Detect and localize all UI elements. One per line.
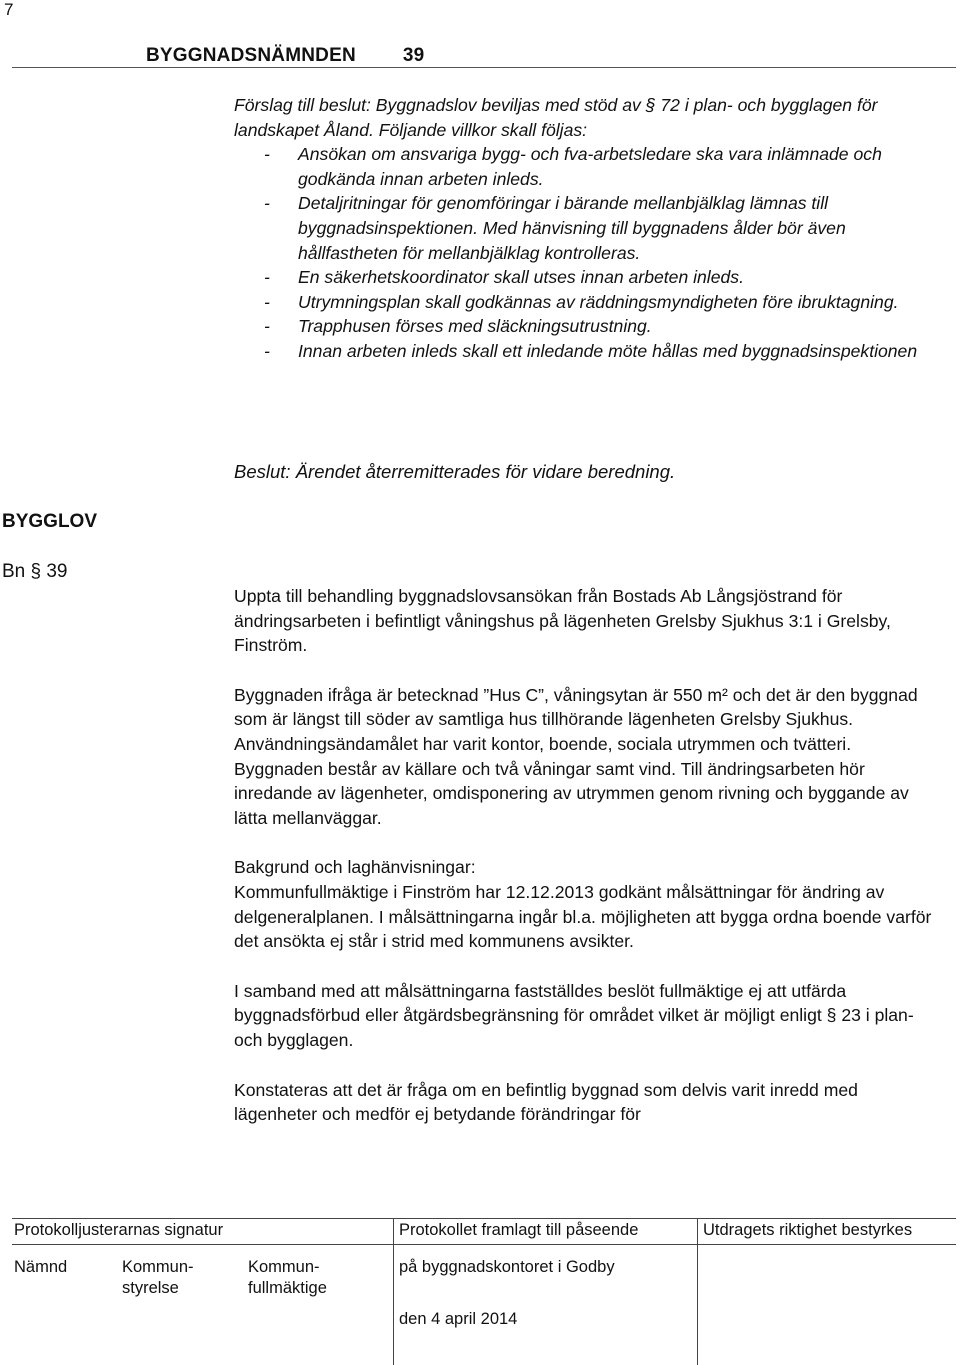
section-title: BYGGLOV	[2, 511, 98, 532]
condition-text: Utrymningsplan skall godkännas av räddningsmyndigheten före ibruktagning.	[298, 291, 899, 312]
page-number: 7	[4, 0, 14, 19]
condition-text: Detaljritningar för genomföringar i bärande mellanbjälklag lämnas till byggnadsinspektionen. Med hänvisning till byggnadens ålder bör även hållfastheten för mellanbjälklag kontrolleras.	[298, 193, 846, 263]
footer-display-date: den 4 april 2014	[399, 1310, 518, 1328]
footer-column-divider	[393, 1218, 394, 1365]
footer-line: fullmäktige	[248, 1279, 327, 1297]
condition-item	[234, 290, 934, 315]
footer-signature-board: Nämnd	[14, 1258, 68, 1276]
footer-top-rule	[12, 1218, 956, 1219]
condition-text: Ansökan om ansvariga bygg- och fva-arbetsledare ska vara inlämnade och godkända innan arbeten inleds.	[298, 144, 882, 189]
paragraph-conclusion: Konstateras att det är fråga om en befintlig byggnad som delvis varit inredd med lägenheter och medför ej betydande förändringar för	[234, 1079, 858, 1125]
section-number: Bn § 39	[2, 561, 68, 582]
proposal-block	[234, 93, 934, 364]
condition-list	[234, 142, 934, 363]
paragraph-application: Uppta till behandling byggnadslovsansökan från Bostads Ab Långsjöstrand för ändringsarbeten i befintligt våningshus på lägenheten Grelsby Sjukhus 3:1 i Grelsby, Finström.	[234, 586, 891, 656]
list-dash: -	[264, 316, 270, 337]
header-divider	[12, 67, 956, 68]
paragraph-background: Kommunfullmäktige i Finström har 12.12.2013 godkänt målsättningar för ändring av delgeneralplanen. I målsättningarna ingår bl.a. möjligheten att bygga ordna boende varför det ansökta ej står i strid med kommunens avsikter.	[234, 881, 932, 952]
document-header	[146, 45, 424, 67]
condition-item	[234, 191, 934, 265]
background-heading: Bakgrund och laghänvisningar:	[234, 857, 476, 878]
protocol-number: 39	[402, 45, 425, 66]
condition-item	[234, 265, 934, 290]
footer-signature-header: Protokolljusterarnas signatur	[14, 1221, 224, 1239]
footer-display-header: Protokollet framlagt till påseende	[399, 1221, 639, 1239]
decision-line: Beslut: Ärendet återremitterades för vidare beredning.	[234, 461, 676, 482]
committee-name: BYGGNADSNÄMNDEN	[146, 45, 356, 66]
list-dash: -	[264, 267, 270, 288]
case-description	[234, 584, 934, 1152]
paragraph-building: Byggnaden ifråga är betecknad ”Hus C”, våningsytan är 550 m² och det är den byggnad som är längst till söder av samtliga hus tillhörande lägenheten Grelsby Sjukhus. Användningsändamålet har varit kontor, boende, sociala utrymmen och tvätteri. Byggnaden består av källare och två våningar samt vind. Till ändringsarbeten hör inredande av lägenheter, omdisponering av utrymmen genom rivning och byggande av lätta mellanväggar.	[234, 684, 918, 828]
footer-signature-municipal-board	[122, 1257, 194, 1299]
footer-signature-council	[248, 1257, 327, 1299]
footer-column-divider	[697, 1218, 698, 1365]
paragraph-planning: I samband med att målsättningarna fastställdes beslöt fullmäktige ej att utfärda byggnadsförbud eller åtgärdsbegränsning för området vilket är möjligt enligt § 23 i plan- och bygglagen.	[234, 980, 914, 1050]
footer-line: Kommun-	[122, 1258, 194, 1276]
condition-text: Innan arbeten inleds skall ett inledande möte hållas med byggnadsinspektionen	[298, 340, 918, 361]
footer-certification-header: Utdragets riktighet bestyrkes	[703, 1221, 913, 1239]
list-dash: -	[264, 193, 270, 214]
proposal-intro: Förslag till beslut: Byggnadslov beviljas med stöd av § 72 i plan- och bygglagen för landskapet Åland. Följande villkor skall följas:	[234, 95, 878, 140]
condition-item	[234, 314, 934, 339]
condition-text: Trapphusen förses med släckningsutrustning.	[298, 316, 652, 337]
footer-line: styrelse	[122, 1279, 179, 1297]
condition-item	[234, 339, 934, 364]
footer-display-place: på byggnadskontoret i Godby	[399, 1258, 615, 1276]
list-dash: -	[264, 340, 270, 361]
condition-item	[234, 142, 934, 191]
list-dash: -	[264, 291, 270, 312]
footer-line: Kommun-	[248, 1258, 320, 1276]
list-dash: -	[264, 144, 270, 165]
condition-text: En säkerhetskoordinator skall utses innan arbeten inleds.	[298, 267, 744, 288]
footer-mid-rule	[12, 1244, 956, 1245]
